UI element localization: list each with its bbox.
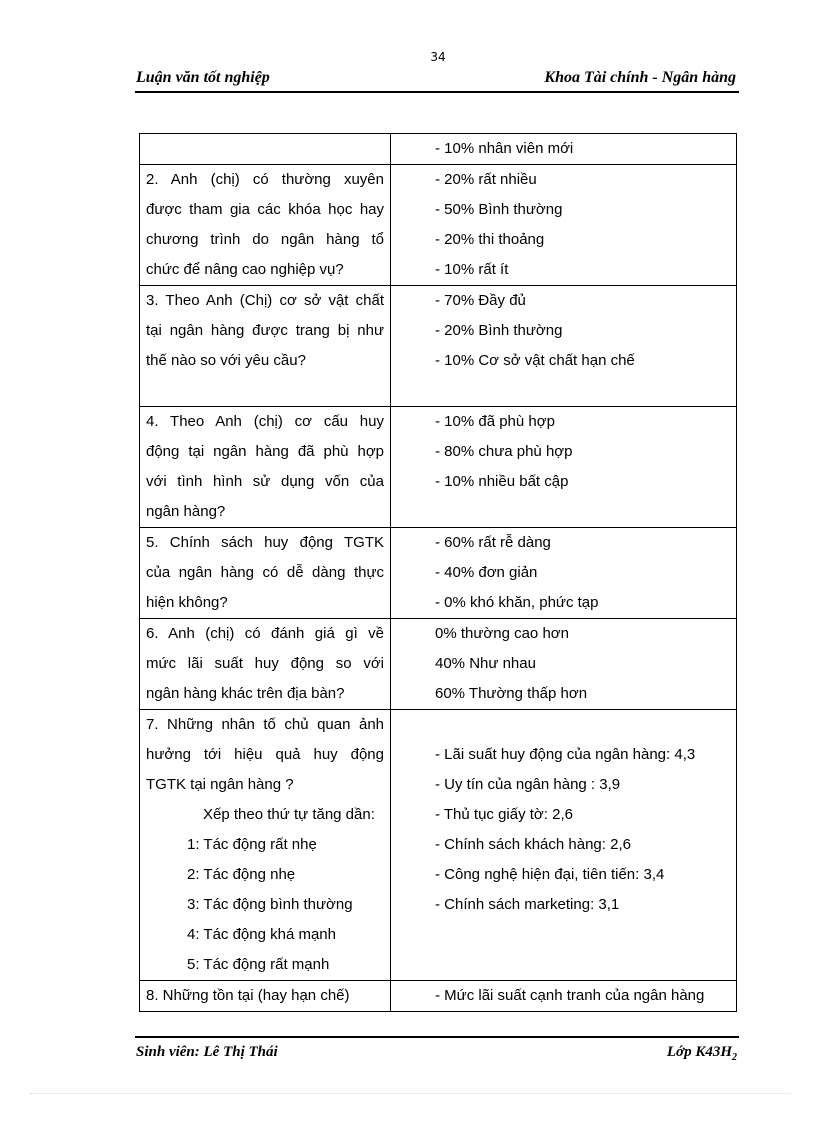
answer-line: - 20% thi thoảng	[435, 231, 545, 248]
question-line: hưởng tới hiệu quả huy động	[146, 746, 384, 763]
answer-line: - 80% chưa phù hợp	[435, 443, 573, 460]
answer-line: - 70% Đầy đủ	[435, 292, 526, 309]
answer-cell	[391, 528, 737, 619]
header-faculty: Khoa Tài chính - Ngân hàng	[544, 69, 736, 86]
footer-class	[667, 1044, 737, 1063]
answer-line: - Uy tín của ngân hàng : 3,9	[435, 776, 621, 793]
answer-line: - Công nghệ hiện đại, tiên tiến: 3,4	[435, 866, 665, 883]
question-line: 7. Những nhân tố chủ quan ảnh	[146, 716, 384, 733]
answer-line: - 10% đã phù hợp	[435, 413, 555, 430]
question-cell	[140, 134, 391, 165]
question-cell	[140, 286, 391, 407]
answer-cell	[391, 619, 737, 710]
question-cell	[140, 710, 391, 981]
answer-line: - 10% nhiều bất cập	[435, 473, 569, 490]
question-line: chương trình do ngân hàng tổ	[146, 231, 384, 248]
question-line: 4. Theo Anh (chị) cơ cấu huy	[146, 413, 384, 430]
header-thesis-title: Luận văn tốt nghiệp	[136, 69, 270, 86]
answer-cell	[391, 407, 737, 528]
question-line: ngân hàng?	[146, 503, 226, 520]
table-row	[140, 134, 737, 165]
scale-item: 4: Tác động khá mạnh	[187, 926, 336, 943]
question-cell	[140, 619, 391, 710]
answer-line: - Lãi suất huy động của ngân hàng: 4,3	[435, 746, 696, 763]
scale-item: 1: Tác động rất nhẹ	[187, 836, 317, 853]
question-line: 5. Chính sách huy động TGTK	[146, 534, 384, 551]
answer-line: - 0% khó khăn, phức tạp	[435, 594, 599, 611]
question-line: ngân hàng khác trên địa bàn?	[146, 685, 345, 702]
answer-line: - Mức lãi suất cạnh tranh của ngân hàng	[435, 987, 705, 1004]
bottom-dotted-rule	[30, 1093, 790, 1094]
question-line: 2. Anh (chị) có thường xuyên	[146, 171, 384, 188]
question-line: được tham gia các khóa học hay	[146, 201, 384, 218]
table-row	[140, 407, 737, 528]
page-header	[135, 69, 739, 93]
spacer	[397, 376, 730, 406]
question-line: thế nào so với yêu cầu?	[146, 352, 306, 369]
spacer	[397, 710, 730, 740]
answer-cell	[391, 710, 737, 981]
question-line: với tình hình sử dụng vốn của	[146, 473, 384, 490]
question-line	[146, 134, 384, 164]
question-line: động tại ngân hàng đã phù hợp	[146, 443, 384, 460]
question-line: chức để nâng cao nghiệp vụ?	[146, 261, 344, 278]
answer-line: - 10% nhân viên mới	[435, 140, 574, 157]
footer-class-sub: 2	[732, 1052, 737, 1063]
answer-cell	[391, 134, 737, 165]
answer-line: 40% Như nhau	[435, 655, 536, 672]
answer-line: - Thủ tục giấy tờ: 2,6	[435, 806, 573, 823]
table-row	[140, 165, 737, 286]
scale-item: 3: Tác động bình thường	[187, 896, 353, 913]
table-row	[140, 710, 737, 981]
footer-student-name: Sinh viên: Lê Thị Thái	[136, 1044, 278, 1060]
table-row	[140, 981, 737, 1012]
scale-item: 5: Tác động rất mạnh	[187, 956, 330, 973]
answer-line: - 60% rất rễ dàng	[435, 534, 551, 551]
answer-cell	[391, 286, 737, 407]
answer-cell	[391, 165, 737, 286]
footer-class-main: Lớp K43H	[666, 1044, 732, 1060]
table-row	[140, 619, 737, 710]
answer-line: - 40% đơn giản	[435, 564, 538, 581]
question-line: tại ngân hàng được trang bị như	[146, 322, 384, 339]
answer-line: - Chính sách marketing: 3,1	[435, 896, 620, 913]
answer-line: - 20% Bình thường	[435, 322, 563, 339]
answer-line: - 20% rất nhiều	[435, 171, 537, 188]
answer-line: 60% Thường thấp hơn	[435, 685, 588, 702]
scale-title: Xếp theo thứ tự tăng dần:	[203, 806, 375, 823]
question-line: 8. Những tồn tại (hay hạn chế)	[146, 987, 350, 1004]
table-row	[140, 528, 737, 619]
question-line: 6. Anh (chị) có đánh giá gì về	[146, 625, 384, 642]
question-line: của ngân hàng có dễ dàng thực	[146, 564, 384, 581]
question-line: TGTK tại ngân hàng ?	[146, 776, 294, 793]
question-line: mức lãi suất huy động so với	[146, 655, 384, 672]
scale-item: 2: Tác động nhẹ	[187, 866, 296, 883]
page-footer	[135, 1036, 739, 1064]
question-cell	[140, 528, 391, 619]
answer-line: 0% thường cao hơn	[435, 625, 569, 642]
question-cell	[140, 407, 391, 528]
question-line: hiện không?	[146, 594, 228, 611]
question-line: 3. Theo Anh (Chị) cơ sở vật chất	[146, 292, 384, 309]
page-number: 34	[430, 50, 446, 64]
answer-line: - 50% Bình thường	[435, 201, 563, 218]
survey-table	[139, 133, 737, 1012]
question-cell	[140, 165, 391, 286]
table-row	[140, 286, 737, 407]
question-cell	[140, 981, 391, 1012]
answer-line: - 10% Cơ sở vật chất hạn chế	[435, 352, 635, 369]
answer-cell	[391, 981, 737, 1012]
answer-line: - Chính sách khách hàng: 2,6	[435, 836, 631, 853]
answer-line: - 10% rất ít	[435, 261, 509, 278]
